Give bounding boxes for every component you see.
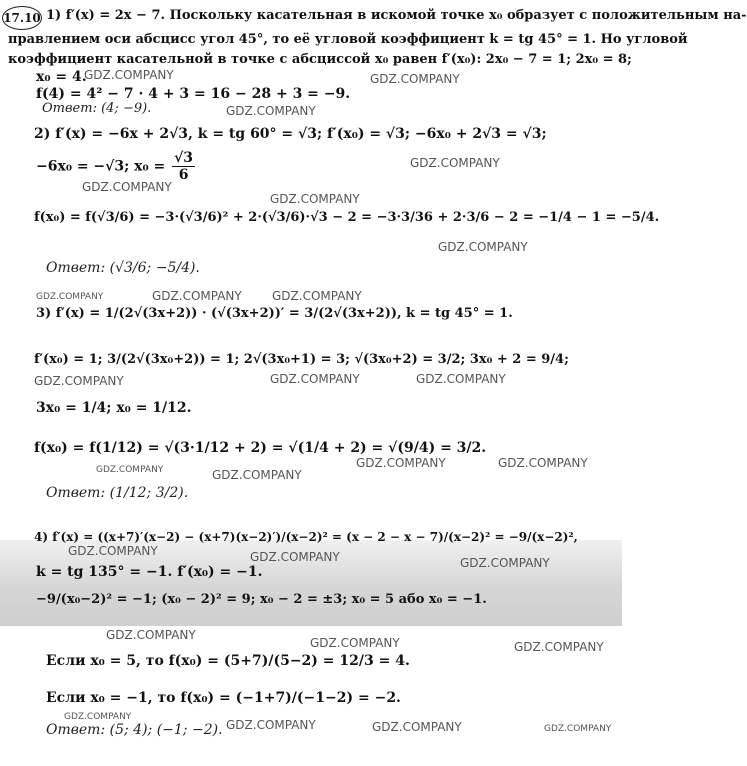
watermark: GDZ.COMPANY <box>544 724 612 734</box>
watermark: GDZ.COMPANY <box>270 372 360 386</box>
line-8-text: −6x₀ = −√3; x₀ = <box>36 158 166 175</box>
line-20: Если x₀ = −1, то f(x₀) = (−1+7)/(−1−2) = −2. <box>46 690 401 706</box>
line-17: k = tg 135° = −1. f′(x₀) = −1. <box>36 564 263 580</box>
watermark: GDZ.COMPANY <box>498 456 588 470</box>
line-18: −9/(x₀−2)² = −1; (x₀ − 2)² = 9; x₀ − 2 = ±3; x₀ = 5 або x₀ = −1. <box>36 592 487 607</box>
watermark: GDZ.COMPANY <box>270 192 360 206</box>
watermark: GDZ.COMPANY <box>438 240 528 254</box>
x0-fraction <box>172 150 195 183</box>
line-16: 4) f′(x) = ((x+7)′(x−2) − (x+7)(x−2)′)/(x−2)² = (x − 2 − x − 7)/(x−2)² = −9/(x−2)², <box>34 530 578 544</box>
line-19: Если x₀ = 5, то f(x₀) = (5+7)/(5−2) = 12/3 = 4. <box>46 653 410 669</box>
line-3: коэффициент касательной в точке с абсциссой x₀ равен f′(x₀): 2x₀ − 7 = 1; 2x₀ = 8; <box>8 52 632 67</box>
answer-3: Ответ: (1/12; 3/2). <box>46 485 189 501</box>
problem-number-badge: 17.10 <box>2 6 42 30</box>
watermark: GDZ.COMPANY <box>356 456 446 470</box>
watermark: GDZ.COMPANY <box>68 544 158 558</box>
watermark: GDZ.COMPANY <box>226 104 316 118</box>
line-4: x₀ = 4. <box>36 69 87 85</box>
watermark: GDZ.COMPANY <box>226 718 316 732</box>
answer-1: Ответ: (4; −9). <box>42 101 152 116</box>
line-9: f(x₀) = f(√3/6) = −3·(√3/6)² + 2·(√3/6)·√3 − 2 = −3·3/36 + 2·3/6 − 2 = −1/4 − 1 = −5/4. <box>34 210 660 225</box>
answer-2: Ответ: (√3/6; −5/4). <box>46 260 200 276</box>
line-12: f′(x₀) = 1; 3/(2√(3x₀+2)) = 1; 2√(3x₀+1) = 3; √(3x₀+2) = 3/2; 3x₀ + 2 = 9/4; <box>34 352 569 367</box>
watermark: GDZ.COMPANY <box>212 468 302 482</box>
watermark: GDZ.COMPANY <box>36 292 104 302</box>
line-8 <box>36 150 197 183</box>
watermark: GDZ.COMPANY <box>372 720 462 734</box>
line-11: 3) f′(x) = 1/(2√(3x+2)) · (√(3x+2))′ = 3/(2√(3x+2)), k = tg 45° = 1. <box>36 306 513 321</box>
line-2: правлением оси абсцисс угол 45°, то её угловой коэффициент k = tg 45° = 1. Но угловой <box>8 32 688 47</box>
watermark: GDZ.COMPANY <box>460 556 550 570</box>
watermark: GDZ.COMPANY <box>96 465 164 475</box>
watermark: GDZ.COMPANY <box>272 289 362 303</box>
watermark: GDZ.COMPANY <box>310 636 400 650</box>
watermark: GDZ.COMPANY <box>514 640 604 654</box>
answer-4: Ответ: (5; 4); (−1; −2). <box>46 722 223 738</box>
line-14: f(x₀) = f(1/12) = √(3·1/12 + 2) = √(1/4 + 2) = √(9/4) = 3/2. <box>34 440 487 456</box>
line-1: 1) f′(x) = 2x − 7. Поскольку касательная в искомой точке x₀ образует с положительным на- <box>46 8 747 23</box>
watermark: GDZ.COMPANY <box>250 550 340 564</box>
watermark: GDZ.COMPANY <box>106 628 196 642</box>
watermark: GDZ.COMPANY <box>152 289 242 303</box>
x0-denominator: 6 <box>178 167 189 183</box>
line-5: f(4) = 4² − 7 · 4 + 3 = 16 − 28 + 3 = −9. <box>36 86 351 102</box>
line-7: 2) f′(x) = −6x + 2√3, k = tg 60° = √3; f′(x₀) = √3; −6x₀ + 2√3 = √3; <box>34 126 547 142</box>
watermark: GDZ.COMPANY <box>416 372 506 386</box>
watermark: GDZ.COMPANY <box>82 180 172 194</box>
watermark: GDZ.COMPANY <box>370 72 460 86</box>
x0-numerator: √3 <box>174 150 194 166</box>
watermark: GDZ.COMPANY <box>64 712 132 722</box>
watermark: GDZ.COMPANY <box>34 374 124 388</box>
watermark: GDZ.COMPANY <box>410 156 500 170</box>
line-13: 3x₀ = 1/4; x₀ = 1/12. <box>36 400 192 416</box>
watermark: GDZ.COMPANY <box>84 68 174 82</box>
